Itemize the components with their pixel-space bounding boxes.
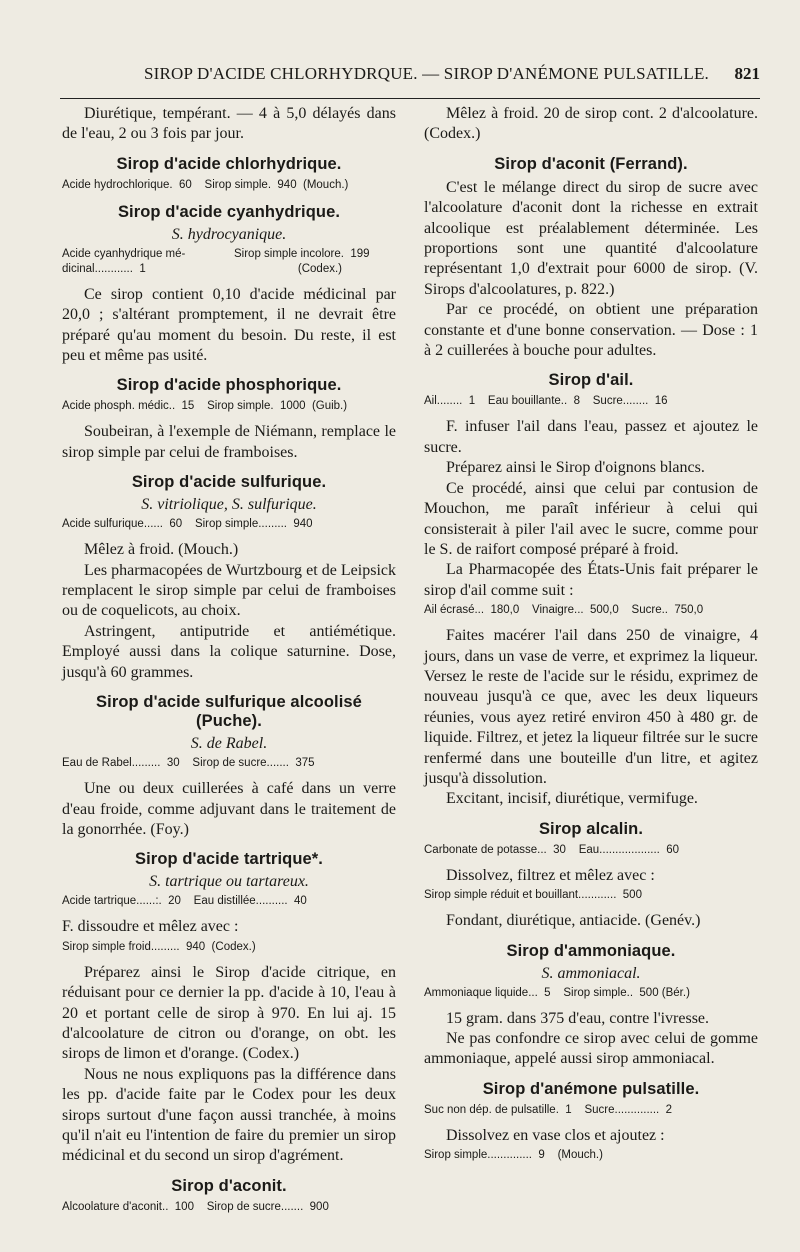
formula-tartrique: Acide tartrique......:. 20 Eau distillée.......... 40 xyxy=(62,895,307,908)
paragraph-ail-5: Faites macérer l'ail dans 250 de vinaigre, 4 jours, dans un vase de verre, et exprimez la liqueur. Versez le reste de l'acide sur le résidu, exprimez de nouveau jusqu'à ce que, avec les deux liqueurs réunies, vous ayez retiré environ 450 à 480 gr. de liquide. Filtrez, et jetez la liqueur filtrée sur le sucre renfermé dans une bouteille d'un litre, et agitez jusqu'à dissolution. xyxy=(424,627,758,787)
entry-title-tartrique: Sirop d'acide tartrique*. xyxy=(135,850,323,869)
formula-aconit: Alcoolature d'aconit.. 100 Sirop de sucre....... 900 xyxy=(62,1200,329,1213)
paragraph-ail-2: Préparez ainsi le Sirop d'oignons blancs. xyxy=(446,459,705,477)
synonym-sulfurique-alcoolise: S. de Rabel. xyxy=(190,735,268,753)
entry-title-sulfurique-alcoolise: Sirop d'acide sulfurique alcoolisé (Puche). xyxy=(96,693,362,731)
right-column xyxy=(424,104,758,1171)
paragraph-sulfurique-2: Les pharmacopées de Wurtzbourg et de Leipsick remplacent le sirop simple par celui de framboises ou de coquelicots, au choix. xyxy=(62,561,396,620)
paragraph-aconit-ferrand-1: C'est le mélange direct du sirop de sucre avec l'alcoolature d'aconit dont la richesse en extrait alcoolique est préalablement déterminée. Les proportions sont une quantité d'alcoolature représentant 1,0 d'extrait pour 6000 de sirop. (V. Sirops d'alcoolatures, p. 822.) xyxy=(424,178,758,298)
formula-ammoniaque: Ammoniaque liquide... 5 Sirop simple.. 500 (Bér.) xyxy=(424,986,690,999)
paragraph-tartrique-1: F. dissoudre et mêlez avec : xyxy=(62,918,239,936)
paragraph-ail-4: La Pharmacopée des États-Unis fait préparer le sirop d'ail comme suit : xyxy=(424,561,758,599)
synonym-tartrique: S. tartrique ou tartareux. xyxy=(149,873,309,891)
synonym-cyanhydrique: S. hydrocyanique. xyxy=(171,225,287,243)
paragraph-ail-3: Ce procédé, ainsi que celui par contusion de Mouchon, me paraît inférieur à celui qui consisterait à piler l'ail avec le sucre, comme pour le S. de raifort composé préparé à froid. xyxy=(424,479,758,558)
formula-cell: Acide cyanhydrique mé- dicinal............ 1 xyxy=(62,247,186,275)
entry-title-aconit-ferrand: Sirop d'aconit (Ferrand). xyxy=(494,154,688,173)
paragraph-ail-1: F. infuser l'ail dans l'eau, passez et ajoutez le sucre. xyxy=(424,418,758,456)
entry-title-aconit: Sirop d'aconit. xyxy=(171,1176,287,1195)
intro-paragraph: Diurétique, tempérant. — 4 à 5,0 délayés dans de l'eau, 2 ou 3 fois par jour. xyxy=(62,105,396,143)
formula-sulfurique: Acide sulfurique...... 60 Sirop simple......... 940 xyxy=(62,518,313,531)
running-header xyxy=(60,62,760,99)
formula-anemone: Suc non dép. de pulsatille. 1 Sucre.............. 2 xyxy=(424,1103,673,1116)
formula-ail: Ail........ 1 Eau bouillante.. 8 Sucre........ 16 xyxy=(424,395,668,408)
formula-sulfurique-alcoolise: Eau de Rabel......... 30 Sirop de sucre....... 375 xyxy=(62,757,315,770)
paragraph-aconit-ferrand-2: Par ce procédé, on obtient une préparation constante et d'une bonne conservation. — Dose : 1 à 2 cuillerées à bouche pour adultes. xyxy=(424,301,758,360)
paragraph-ammoniaque-2: Ne pas confondre ce sirop avec celui de gomme ammoniaque, appelé aussi sirop ammoniacal. xyxy=(424,1030,758,1068)
paragraph-ammoniaque-1: 15 gram. dans 375 d'eau, contre l'ivresse. xyxy=(446,1009,710,1027)
formula-anemone-2: Sirop simple.............. 9 (Mouch.) xyxy=(424,1149,603,1162)
synonym-sulfurique: S. vitriolique, S. sulfurique. xyxy=(141,496,317,514)
paragraph-alcalin-1: Dissolvez, filtrez et mêlez avec : xyxy=(446,866,655,884)
formula-ail-2: Ail écrasé... 180,0 Vinaigre... 500,0 Sucre.. 750,0 xyxy=(424,604,704,617)
synonym-ammoniaque: S. ammoniacal. xyxy=(541,964,641,982)
formula-chlorhydrique: Acide hydrochlorique. 60 Sirop simple. 940 (Mouch.) xyxy=(62,178,349,191)
entry-title-cyanhydrique: Sirop d'acide cyanhydrique. xyxy=(117,202,341,221)
entry-title-ail: Sirop d'ail. xyxy=(548,371,634,390)
formula-cell: Sirop simple incolore. 199 (Codex.) xyxy=(234,247,370,275)
left-column xyxy=(62,104,396,1223)
entry-title-sulfurique: Sirop d'acide sulfurique. xyxy=(131,473,327,492)
entry-title-chlorhydrique: Sirop d'acide chlorhydrique. xyxy=(116,154,342,173)
entry-title-phosphorique: Sirop d'acide phosphorique. xyxy=(116,376,342,395)
entry-title-anemone: Sirop d'anémone pulsatille. xyxy=(482,1079,700,1098)
page-number: 821 xyxy=(734,64,760,83)
formula-phosphorique: Acide phosph. médic.. 15 Sirop simple. 1000 (Guib.) xyxy=(62,400,348,413)
paragraph-sulfurique-alcoolise: Une ou deux cuillerées à café dans un verre d'eau froide, comme adjuvant dans le traitement de la gonorrhée. (Foy.) xyxy=(62,780,396,838)
paragraph-tartrique-3: Nous ne nous expliquons pas la différence dans les pp. d'acide faite par le Codex pour les deux sirops surtout d'une façon aussi tranchée, à moins qu'il n'ait eu l'intention de faire du premier un sirop médicinal et du second un sirop d'agrément. xyxy=(62,1065,396,1165)
entry-title-ammoniaque: Sirop d'ammoniaque. xyxy=(506,941,676,960)
entry-title-alcalin: Sirop alcalin. xyxy=(538,819,644,838)
formula-tartrique-2: Sirop simple froid......... 940 (Codex.) xyxy=(62,940,256,953)
formula-alcalin: Carbonate de potasse... 30 Eau................... 60 xyxy=(424,843,680,856)
header-title: SIROP D'ACIDE CHLORHYDRQUE. — SIROP D'ANÉMONE PULSATILLE. xyxy=(144,64,710,83)
paragraph-sulfurique-3: Astringent, antiputride et antiémétique. Employé aussi dans la colique saturnine. Dose, jusqu'à 60 grammes. xyxy=(62,622,396,681)
paragraph-sulfurique-1: Mêlez à froid. (Mouch.) xyxy=(84,541,239,559)
paragraph-alcalin-2: Fondant, diurétique, antiacide. (Genév.) xyxy=(446,912,701,930)
paragraph-phosphorique: Soubeiran, à l'exemple de Niémann, remplace le sirop simple par celui de framboises. xyxy=(62,423,396,461)
paragraph-tartrique-2: Préparez ainsi le Sirop d'acide citrique, en réduisant pour ce dernier la pp. d'acide à 10, l'eau à 20 et portant celle de sirop à 970. En lui aj. 15 d'alcoolature de citron ou d'orange, on obt. les sirops de limon et d'orange. (Codex.) xyxy=(62,963,396,1063)
paragraph-anemone-1: Dissolvez en vase clos et ajoutez : xyxy=(446,1126,665,1144)
formula-cyanhydrique xyxy=(62,247,396,277)
paragraph-ail-6: Excitant, incisif, diurétique, vermifuge. xyxy=(446,790,698,808)
paragraph-aconit-cont: Mêlez à froid. 20 de sirop cont. 2 d'alcoolature. (Codex.) xyxy=(424,105,758,143)
formula-alcalin-2: Sirop simple réduit et bouillant............ 500 xyxy=(424,889,642,902)
paragraph-cyanhydrique: Ce sirop contient 0,10 d'acide médicinal par 20,0 ; s'altérant promptement, il ne devrait être préparé qu'au moment du besoin. Du reste, il est peu et même pas usité. xyxy=(62,285,396,365)
